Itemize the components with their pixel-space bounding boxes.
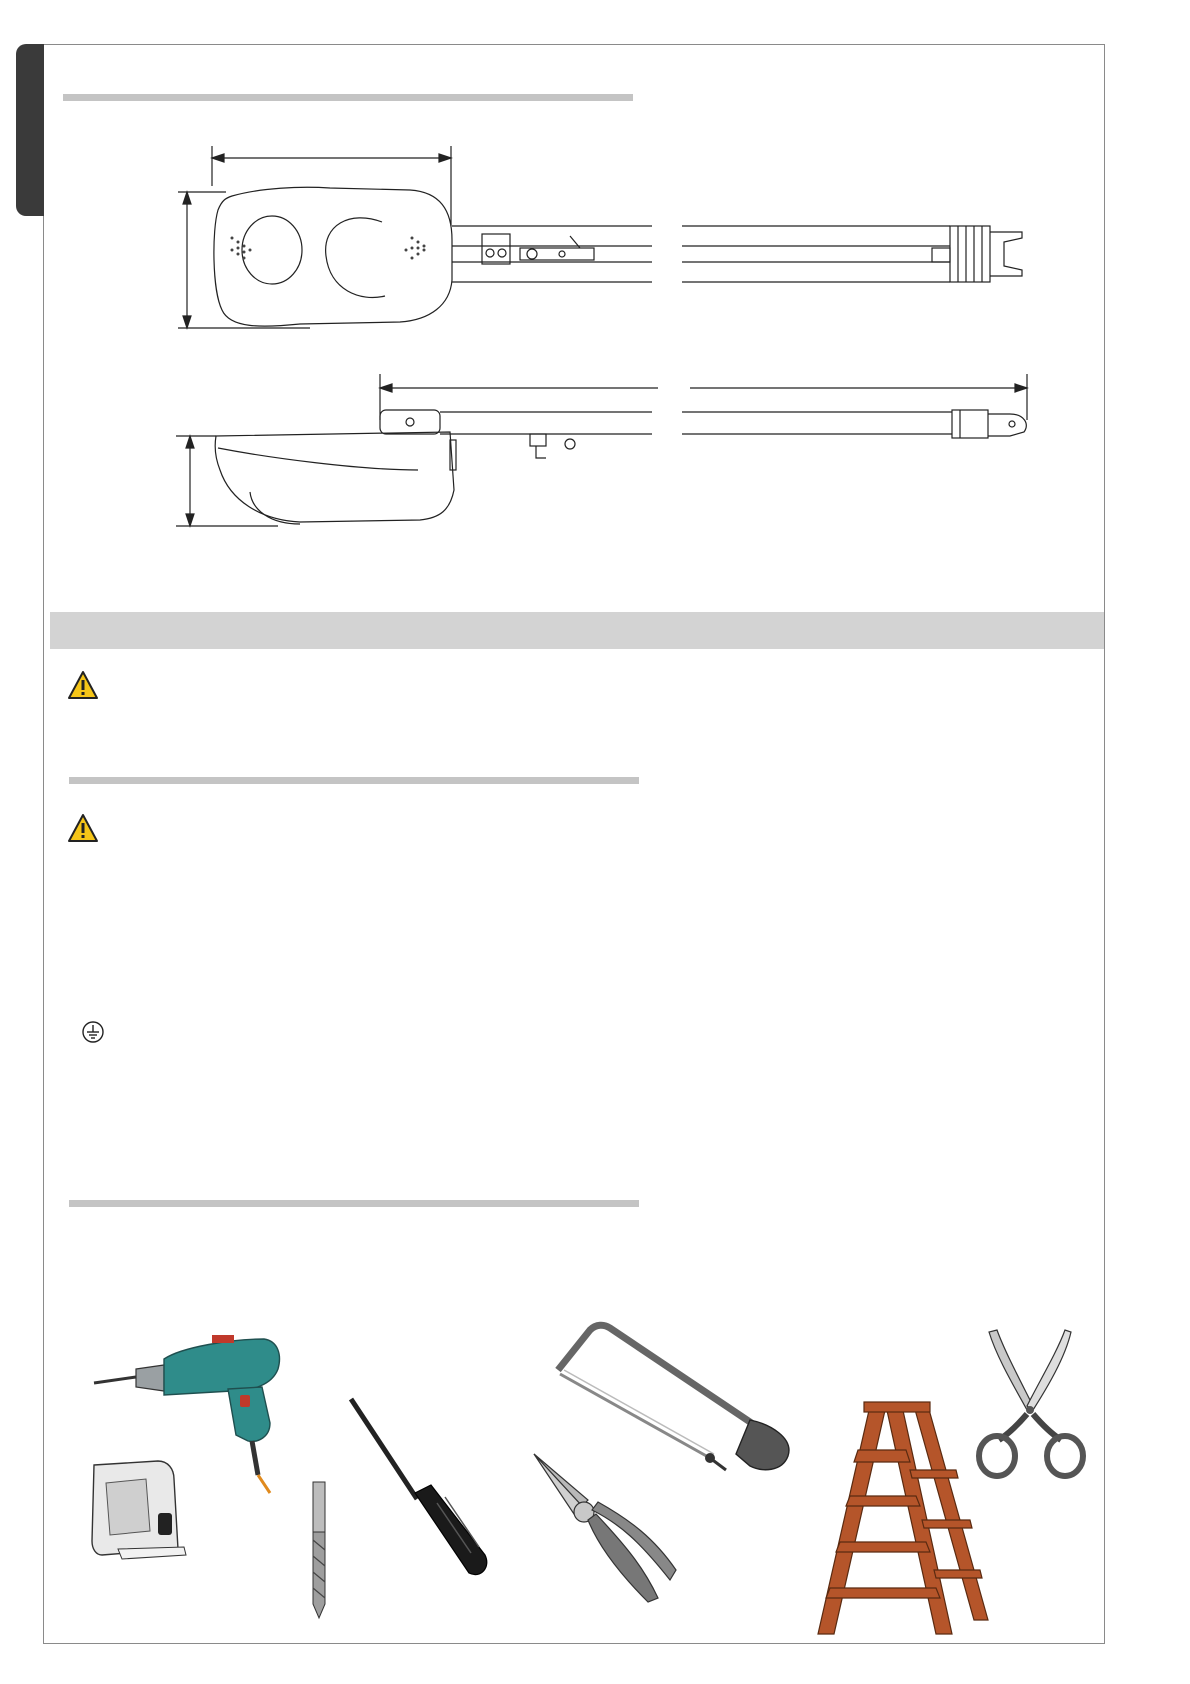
- section-rule-tools: [69, 1200, 639, 1207]
- operator-side-view-drawing: [0, 0, 1190, 600]
- warning-triangle-icon: [67, 670, 99, 700]
- protective-earth-icon: [81, 1020, 105, 1044]
- warning-triangle-icon: [67, 813, 99, 843]
- scissors-illustration: [975, 1328, 1087, 1488]
- tape-measure-illustration: [88, 1455, 188, 1565]
- stepladder-illustration: [810, 1400, 1000, 1640]
- hacksaw-illustration: [550, 1320, 800, 1480]
- section-rule-preliminary: [69, 777, 639, 784]
- drill-bit-illustration: [308, 1480, 330, 1620]
- section-band-installation: [50, 612, 1104, 649]
- screwdriver-illustration: [345, 1395, 495, 1585]
